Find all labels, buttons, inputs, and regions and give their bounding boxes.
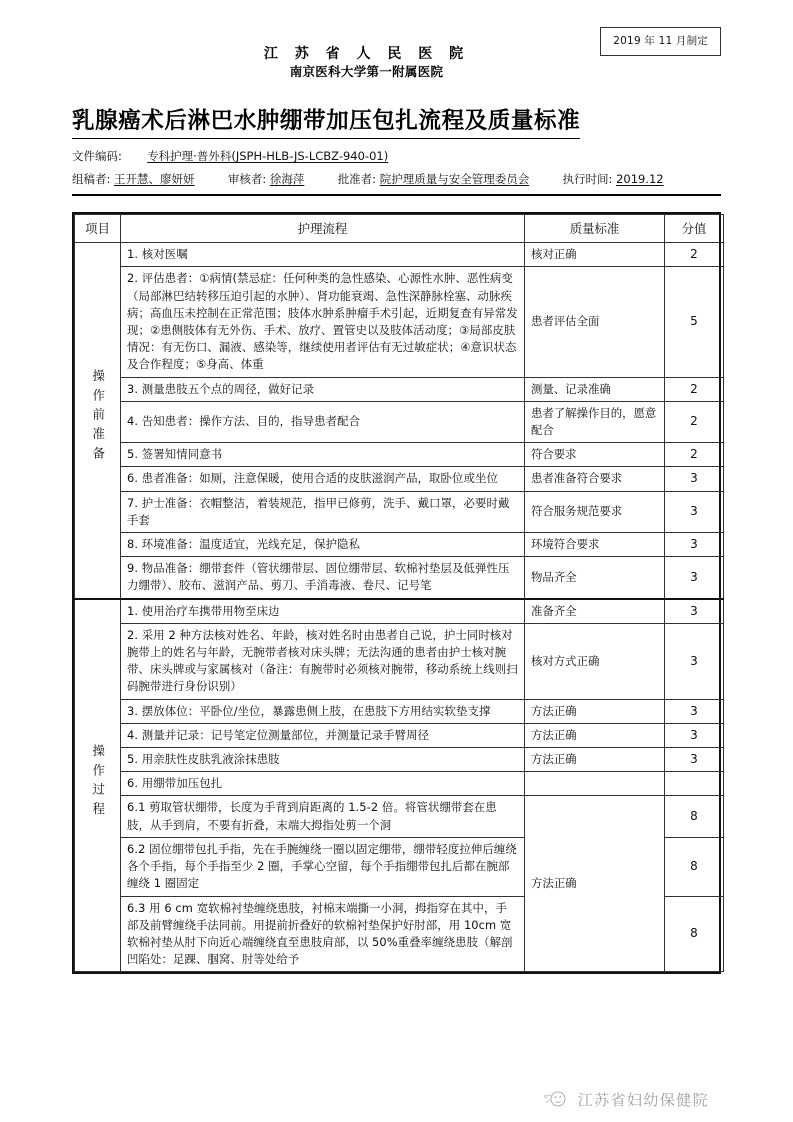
score-cell: 8 — [665, 837, 724, 896]
column-header-standard: 质量标准 — [525, 215, 665, 243]
standard-cell: 方法正确 — [525, 748, 665, 772]
meta-signatories — [72, 172, 721, 187]
section-label-text: 操作前准备 — [90, 369, 106, 467]
process-cell: 2. 采用 2 种方法核对姓名、年龄，核对姓名时由患者自己说，护士同时核对腕带上的姓名与年龄，无腕带者核对床头牌；无法沟通的患者由护士核对腕带、床头牌或与家属核对（备注：有腕带时必须核对腕带，移动系统上线则扫码腕带进行身份识别） — [121, 623, 525, 699]
table-row — [75, 243, 724, 267]
process-cell: 6. 患者准备：如厕，注意保暖，使用合适的皮肤滋润产品，取卧位或坐位 — [121, 467, 525, 491]
standard-cell: 核对方式正确 — [525, 623, 665, 699]
footer-watermark — [543, 1088, 709, 1110]
standard-cell — [525, 772, 665, 796]
hospital-name-primary: 江 苏 省 人 民 医 院 — [263, 46, 470, 62]
table-row — [75, 467, 724, 491]
table-row — [75, 748, 724, 772]
standard-cell: 环境符合要求 — [525, 533, 665, 557]
author-value: 王开慧、廖妍妍 — [114, 172, 195, 186]
process-cell: 6. 用绷带加压包扎 — [121, 772, 525, 796]
table-row — [75, 267, 724, 377]
table-row — [75, 772, 724, 796]
process-cell: 5. 签署知情同意书 — [121, 443, 525, 467]
process-cell: 1. 核对医嘱 — [121, 243, 525, 267]
process-cell: 6.3 用 6 cm 宽软棉衬垫缠绕患肢，衬棉末端撕一小洞，拇指穿在其中，手部及前臂缠绕手法同前。用提前折叠好的软棉衬垫保护好肘部，用 10cm 宽软棉衬垫从肘下向近心端缠绕直至患肢肩部，以 50%重叠率缠绕患肢（解剖凹陷处：足踝、腘窝、肘等处给予 — [121, 896, 525, 972]
table-row — [75, 699, 724, 723]
table-row — [75, 443, 724, 467]
table-row — [75, 557, 724, 599]
effective-date-value: 2019.12 — [616, 172, 664, 186]
file-code-value: 专科护理·普外科(JSPH-HLB-JS-LCBZ-940-01) — [147, 149, 389, 163]
process-cell: 9. 物品准备：绷带套件（管状绷带层、固位绷带层、软棉衬垫层及低弹性压力绷带）、胶布、滋润产品、剪刀、手消毒液、卷尺、记号笔 — [121, 557, 525, 599]
score-cell: 8 — [665, 896, 724, 972]
score-cell — [665, 772, 724, 796]
standard-cell: 方法正确 — [525, 723, 665, 747]
process-cell: 6.2 固位绷带包扎手指，先在手腕缠绕一圈以固定绷带，绷带轻度拉伸后缠绕各个手指，每个手指至少 2 圈，手掌心空留，每个手指绷带包扎后都在腕部缠绕 1 圈固定 — [121, 837, 525, 896]
process-cell: 6.1 剪取管状绷带，长度为手背到肩距离的 1.5-2 倍。将管状绷带套在患肢，从手到肩，不要有折叠，末端大拇指处剪一个洞 — [121, 796, 525, 837]
section-label-1 — [75, 243, 121, 599]
table-body — [75, 243, 724, 972]
meta-file-code — [72, 149, 721, 164]
effective-date-label: 执行时间: — [562, 172, 613, 186]
standard-cell: 核对正确 — [525, 243, 665, 267]
document-header — [0, 0, 793, 196]
file-code-label: 文件编码: — [72, 149, 122, 163]
score-cell: 3 — [665, 699, 724, 723]
score-cell: 2 — [665, 443, 724, 467]
table-row — [75, 623, 724, 699]
process-cell: 3. 测量患肢五个点的周径，做好记录 — [121, 377, 525, 401]
section-label-text: 操作过程 — [90, 744, 106, 822]
standard-cell: 方法正确 — [525, 796, 665, 972]
table-row — [75, 491, 724, 532]
standard-cell: 患者准备符合要求 — [525, 467, 665, 491]
page-title-wrap — [72, 92, 721, 139]
standard-cell: 患者了解操作目的，愿意配合 — [525, 401, 665, 442]
mascot-circle-icon — [543, 1088, 569, 1110]
standard-cell: 测量、记录准确 — [525, 377, 665, 401]
column-header-process: 护理流程 — [121, 215, 525, 243]
issue-date-box: 2019 年 11 月制定 — [600, 27, 721, 56]
approver-label: 批准者: — [337, 172, 377, 186]
score-cell: 3 — [665, 491, 724, 532]
quality-standard-table — [74, 214, 724, 972]
standard-cell: 物品齐全 — [525, 557, 665, 599]
standard-cell: 方法正确 — [525, 699, 665, 723]
table-header-row — [75, 215, 724, 243]
process-cell: 7. 护士准备：衣帽整洁，着装规范，指甲已修剪，洗手、戴口罩，必要时戴手套 — [121, 491, 525, 532]
column-header-item: 项目 — [75, 215, 121, 243]
score-cell: 3 — [665, 623, 724, 699]
standard-cell: 符合服务规范要求 — [525, 491, 665, 532]
process-cell: 1. 使用治疗车携带用物至床边 — [121, 599, 525, 624]
table-row — [75, 723, 724, 747]
score-cell: 8 — [665, 796, 724, 837]
score-cell: 2 — [665, 243, 724, 267]
score-cell: 2 — [665, 377, 724, 401]
hospital-name-secondary: 南京医科大学第一附属医院 — [289, 64, 444, 79]
score-cell: 3 — [665, 723, 724, 747]
score-cell: 3 — [665, 467, 724, 491]
table-row — [75, 599, 724, 624]
score-cell: 3 — [665, 748, 724, 772]
section-label-2 — [75, 599, 121, 972]
header-divider — [72, 194, 721, 196]
score-cell: 3 — [665, 599, 724, 624]
author-label: 组稿者: — [72, 172, 111, 186]
table-row — [75, 533, 724, 557]
process-cell: 8. 环境准备：温度适宜，光线充足，保护隐私 — [121, 533, 525, 557]
footer — [0, 1088, 793, 1110]
process-cell: 4. 告知患者：操作方法、目的，指导患者配合 — [121, 401, 525, 442]
process-cell: 4. 测量并记录：记号笔定位测量部位，并测量记录手臂周径 — [121, 723, 525, 747]
reviewer-value: 徐海萍 — [269, 172, 305, 186]
table-row — [75, 377, 724, 401]
score-cell: 5 — [665, 267, 724, 377]
score-cell: 2 — [665, 401, 724, 442]
approver-value: 院护理质量与安全管理委员会 — [379, 172, 530, 186]
process-cell: 3. 摆放体位：平卧位/坐位，暴露患侧上肢，在患肢下方用结实软垫支撑 — [121, 699, 525, 723]
quality-standard-table-wrap — [72, 212, 721, 974]
standard-cell: 符合要求 — [525, 443, 665, 467]
page-title: 乳腺癌术后淋巴水肿绷带加压包扎流程及质量标准 — [72, 106, 580, 139]
score-cell: 3 — [665, 533, 724, 557]
process-cell: 2. 评估患者：①病情(禁忌症：任何种类的急性感染、心源性水肿、恶性病变（局部淋巴结转移压迫引起的水肿）、肾功能衰竭、急性深静脉栓塞、动脉疾病；高血压未控制在正常范围；肢体水肿系肿瘤手术引起，近期复查有异常发现；②患侧肢体有无外伤、手术、放疗、置管史以及肢体活动度；③局部皮肤情况：有无伤口、漏液、感染等，继续使用者评估有无过敏症状；④意识状态及合作程度；⑤身高、体重 — [121, 267, 525, 377]
table-header-row-group — [75, 215, 724, 243]
column-header-score: 分值 — [665, 215, 724, 243]
table-row — [75, 796, 724, 837]
table-row — [75, 401, 724, 442]
score-cell: 3 — [665, 557, 724, 599]
standard-cell: 准备齐全 — [525, 599, 665, 624]
standard-cell: 患者评估全面 — [525, 267, 665, 377]
process-cell: 5. 用亲肤性皮肤乳液涂抹患肢 — [121, 748, 525, 772]
footer-watermark-label: 江苏省妇幼保健院 — [577, 1090, 709, 1109]
reviewer-label: 审核者: — [227, 172, 267, 186]
